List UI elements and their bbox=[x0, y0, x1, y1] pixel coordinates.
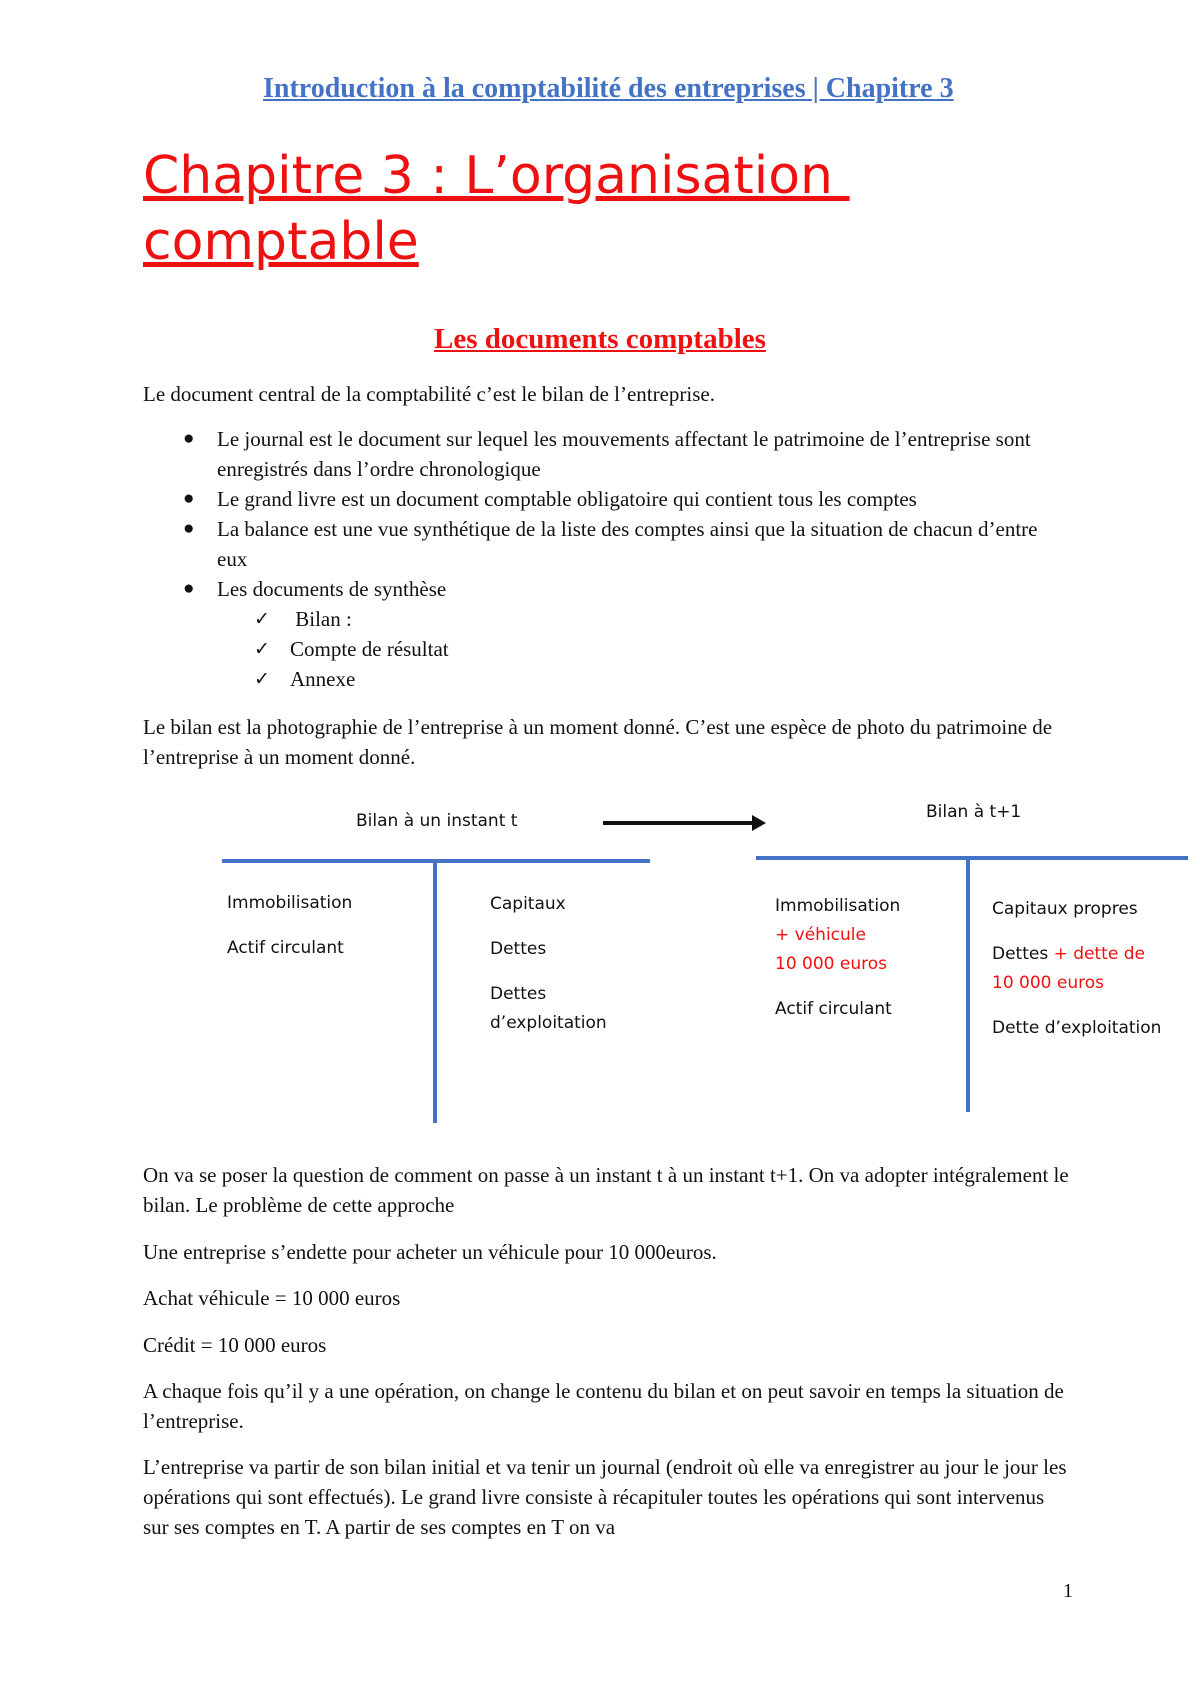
bullet-list bbox=[143, 424, 1073, 694]
right-bilan-divider bbox=[966, 856, 970, 1112]
list-item: ● La balance est une vue synthétique de la liste des comptes ainsi que la situation de chacun d’entre eux bbox=[143, 514, 1073, 574]
paragraph: On va se poser la question de comment on passe à un instant t à un instant t+1. On va adopter intégralement le bilan. Le problème de cette approche bbox=[143, 1163, 1069, 1217]
left-passif: Capitaux Dettes Dettes d’exploitation bbox=[490, 894, 607, 1033]
running-header: Introduction à la comptabilité des entreprises | Chapitre 3 bbox=[263, 73, 954, 104]
right-passif: Capitaux propres Dettes + dette de 10 000 euros Dette d’exploitation bbox=[992, 899, 1162, 1038]
left-actif: Immobilisation Actif circulant bbox=[227, 893, 353, 958]
diagram-right-title: Bilan à t+1 bbox=[926, 802, 1022, 822]
paragraph: L’entreprise va partir de son bilan initial et va tenir un journal (endroit où elle va enregistrer au jour le jour les opérations qui sont effectués). Le grand livre consiste à récapituler toutes les opérations qui sont intervenus sur ses comptes en T. A partir de ses comptes en T on va bbox=[143, 1455, 1067, 1539]
arrow-icon bbox=[752, 815, 766, 831]
paragraph: Crédit = 10 000 euros bbox=[143, 1333, 327, 1357]
arrow-line bbox=[603, 821, 761, 825]
diagram-left-title: Bilan à un instant t bbox=[356, 811, 518, 831]
chapter-title-line-2: comptable bbox=[143, 212, 419, 272]
bullet-icon: ● bbox=[183, 428, 195, 449]
left-bilan-divider bbox=[433, 859, 437, 1123]
list-item: ✓ Bilan : bbox=[143, 604, 1073, 634]
chapter-title bbox=[143, 143, 1103, 275]
right-bilan-top-line bbox=[756, 856, 1188, 860]
bullet-icon: ● bbox=[183, 488, 195, 509]
intro-paragraph: Le document central de la comptabilité c’est le bilan de l’entreprise. bbox=[143, 382, 716, 406]
paragraph: Achat véhicule = 10 000 euros bbox=[143, 1286, 401, 1310]
bilan-paragraph: Le bilan est la photographie de l’entreprise à un moment donné. C’est une espèce de photo du patrimoine de l’entreprise à un moment donné. bbox=[143, 715, 1053, 769]
bullet-icon: ● bbox=[183, 578, 195, 599]
list-item: ● Le journal est le document sur lequel les mouvements affectant le patrimoine de l’entreprise sont enregistrés dans l’ordre chronologique bbox=[143, 424, 1073, 484]
list-item: ● Le grand livre est un document comptable obligatoire qui contient tous les comptes bbox=[143, 484, 1073, 514]
list-item: ● Les documents de synthèse bbox=[143, 574, 1073, 604]
checkmark-icon: ✓ bbox=[254, 638, 270, 660]
list-item: ✓ Compte de résultat bbox=[143, 634, 1073, 664]
paragraph: A chaque fois qu’il y a une opération, on change le contenu du bilan et on peut savoir en temps la situation de l’entreprise. bbox=[143, 1379, 1064, 1433]
checkmark-icon: ✓ bbox=[254, 608, 270, 630]
section-heading: Les documents comptables bbox=[434, 323, 766, 355]
list-item: ✓ Annexe bbox=[143, 664, 1073, 694]
paragraph: Une entreprise s’endette pour acheter un véhicule pour 10 000euros. bbox=[143, 1240, 717, 1264]
right-actif: Immobilisation + véhicule 10 000 euros Actif circulant bbox=[775, 896, 901, 1019]
bullet-icon: ● bbox=[183, 518, 195, 539]
chapter-title-line-1: Chapitre 3 : L’organisation bbox=[143, 146, 850, 206]
checkmark-icon: ✓ bbox=[254, 668, 270, 690]
page-number: 1 bbox=[1063, 1580, 1073, 1602]
